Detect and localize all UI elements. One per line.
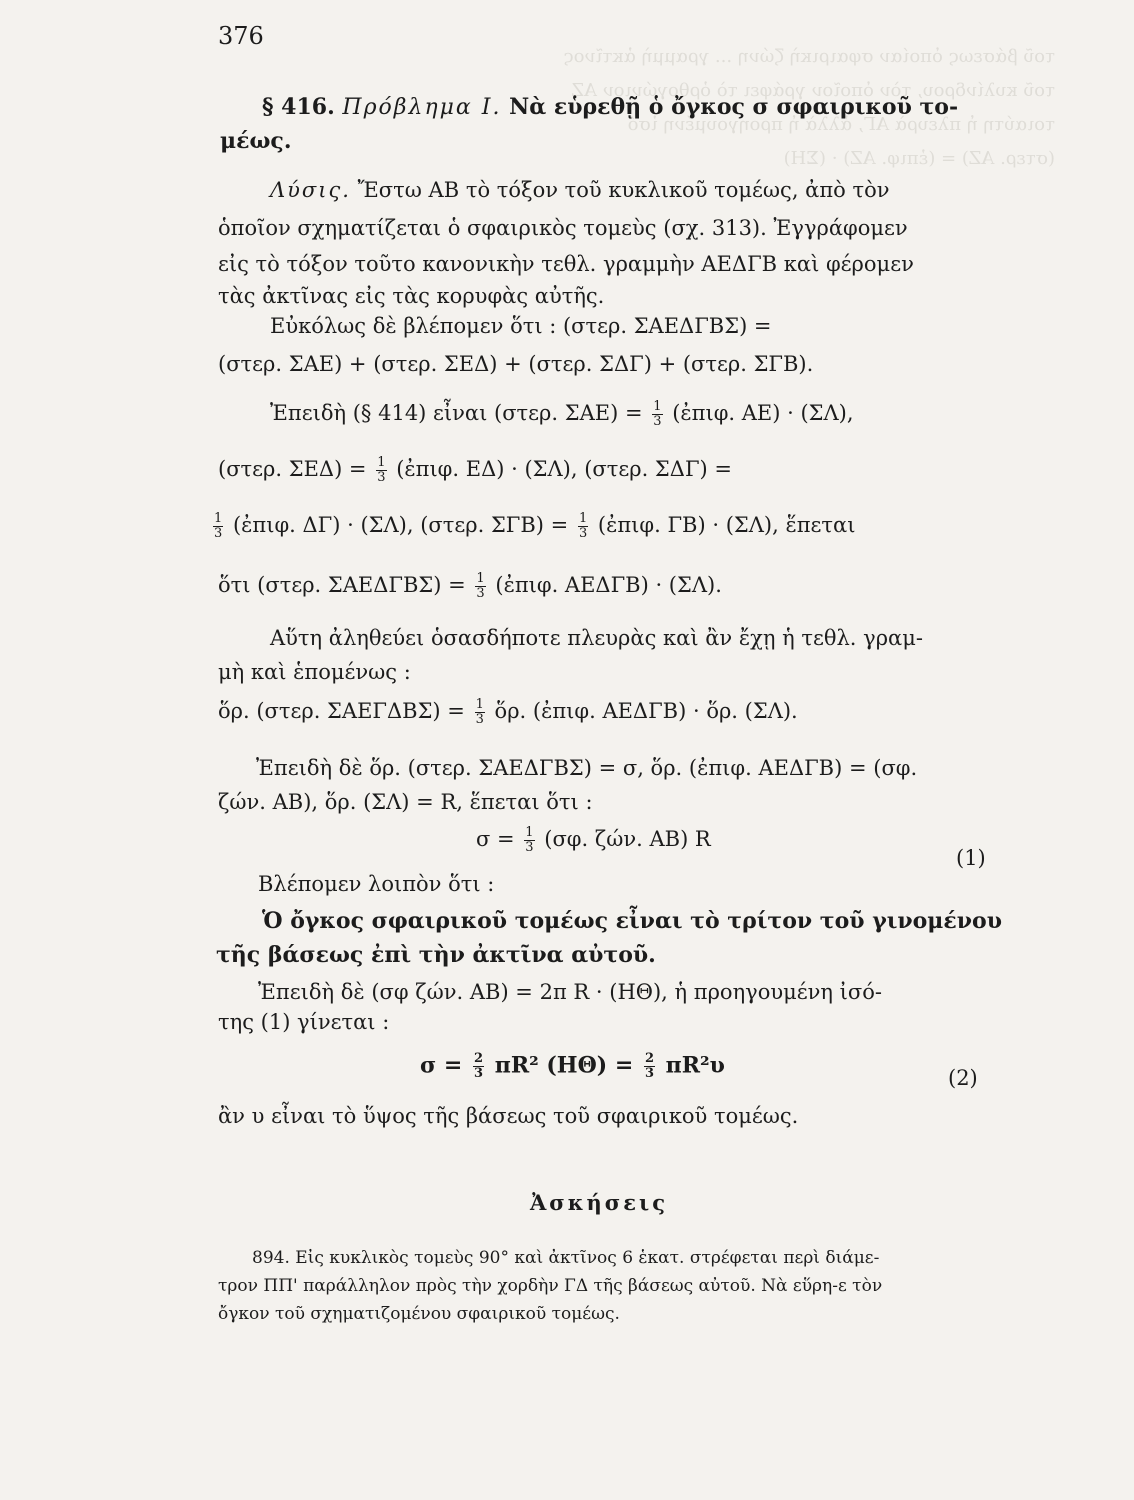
solution-text-8a: (στερ. ΣΕΔ) = bbox=[218, 457, 367, 481]
section-title-part2: μέως. bbox=[220, 128, 292, 154]
equation-1-lhs: σ = bbox=[476, 827, 515, 851]
equation-2-middle: πR² (ΗΘ) = bbox=[494, 1052, 634, 1079]
fraction-one-third: $\frac{1}{3}$ bbox=[377, 455, 386, 485]
fraction-two-thirds: $\frac{2}{3}$ bbox=[474, 1051, 484, 1081]
solution-line-7 bbox=[270, 400, 854, 429]
fraction-one-third: $\frac{1}{3}$ bbox=[578, 511, 588, 541]
solution-line-4: τὰς ἀκτῖνας εἰς τὰς κορυφὰς αὐτῆς. bbox=[218, 284, 605, 308]
solution-text-13b: ὅρ. (ἐπιφ. ΑΕΔΓΒ) · ὅρ. (ΣΛ). bbox=[494, 699, 798, 723]
solution-text-9c: (ἐπιφ. ΓΒ) · (ΣΛ), ἕπεται bbox=[597, 513, 856, 537]
fraction-one-third: $\frac{1}{3}$ bbox=[214, 511, 223, 541]
fraction-one-third: $\frac{1}{3}$ bbox=[475, 697, 484, 727]
solution-line-1 bbox=[270, 178, 890, 202]
solution-line-10 bbox=[218, 572, 722, 601]
solution-line-11: Αὕτη ἀληθεύει ὁσασδήποτε πλευρὰς καὶ ἂν ἔχῃ ἡ τεθλ. γραμ- bbox=[270, 626, 923, 650]
fraction-one-third: $\frac{1}{3}$ bbox=[653, 399, 662, 429]
solution-text-10a: ὅτι (στερ. ΣΑΕΔΓΒΣ) = bbox=[218, 573, 466, 597]
problem-label: Πρόβλημα Ι. bbox=[342, 95, 502, 120]
solution-line-15: ζών. ΑΒ), ὅρ. (ΣΛ) = R, ἕπεται ὅτι : bbox=[218, 790, 593, 814]
solution-line-12: μὴ καὶ ἑπομένως : bbox=[218, 660, 411, 684]
fraction-one-third: $\frac{1}{3}$ bbox=[525, 825, 534, 855]
solution-line-5: Εὐκόλως δὲ βλέπομεν ὅτι : (στερ. ΣΑΕΔΓΒΣ) = bbox=[270, 314, 772, 338]
equation-1-number: (1) bbox=[956, 846, 986, 870]
theorem-line-1: Ὁ ὄγκος σφαιρικοῦ τομέως εἶναι τὸ τρίτον τοῦ γινομένου bbox=[262, 908, 1002, 934]
section-title-part1: Νὰ εὑρεθῇ ὁ ὄγκος σ σφαιρικοῦ το- bbox=[509, 94, 959, 120]
bleed-through-text: τοῦ βάσεως ὁποίαν σφαιρικὴ ζώνη ... γραμμὴ ἀκτῖνος τοῦ κυλίνδρου, τὸν ὁποῖον γράφει τὸ ὀρθογώνιον ΑΖ τοιαύτη ἡ πλευρὰ ΑΓ, ἀλλὰ ἡ προηγουμένη ἰσό (στερ. ΑΖ) = (ἐπιφ. ΑΖ) · (ΣΗ) bbox=[563, 46, 1055, 169]
solution-line-2: ὁποῖον σχηματίζεται ὁ σφαιρικὸς τομεὺς (σχ. 313). Ἐγγράφομεν bbox=[218, 216, 908, 240]
solution-text-13a: ὅρ. (στερ. ΣΑΕΓΔΒΣ) = bbox=[218, 699, 465, 723]
solution-line-13 bbox=[218, 698, 798, 727]
solution-text-7b: (ἐπιφ. ΑΕ) · (ΣΛ), bbox=[672, 401, 854, 425]
solution-line-6: (στερ. ΣΑΕ) + (στερ. ΣΕΔ) + (στερ. ΣΔΓ) + (στερ. ΣΓΒ). bbox=[218, 352, 814, 376]
solution-text-8b: (ἐπιφ. ΕΔ) · (ΣΛ), (στερ. ΣΔΓ) = bbox=[396, 457, 732, 481]
equation-1 bbox=[476, 826, 711, 855]
solution-line-3: εἰς τὸ τόξον τοῦτο κανονικὴν τεθλ. γραμμὴν ΑΕΔΓΒ καὶ φέρομεν bbox=[218, 252, 914, 276]
solution-text-1: Ἔστω ΑΒ τὸ τόξον τοῦ κυκλικοῦ τομέως, ἀπὸ τὸν bbox=[357, 178, 890, 202]
exercise-894-line-2: τρον ΠΠ' παράλληλον πρὸς τὴν χορδὴν ΓΔ τῆς βάσεως αὐτοῦ. Νὰ εὕρη-ε τὸν bbox=[218, 1276, 883, 1296]
solution-line-18: της (1) γίνεται : bbox=[218, 1010, 390, 1034]
theorem-line-2: τῆς βάσεως ἐπὶ τὴν ἀκτῖνα αὐτοῦ. bbox=[216, 942, 656, 968]
solution-line-14: Ἐπειδὴ δὲ ὅρ. (στερ. ΣΑΕΔΓΒΣ) = σ, ὅρ. (ἐπιφ. ΑΕΔΓΒ) = (σφ. bbox=[256, 756, 918, 780]
equation-2-number: (2) bbox=[948, 1066, 978, 1090]
exercise-894-line-3: ὄγκον τοῦ σχηματιζομένου σφαιρικοῦ τομέως. bbox=[218, 1304, 620, 1324]
solution-line-16: Βλέπομεν λοιπὸν ὅτι : bbox=[258, 872, 495, 896]
solution-line-9 bbox=[210, 512, 855, 541]
solution-line-17: Ἐπειδὴ δὲ (σφ ζών. ΑΒ) = 2π R · (ΗΘ), ἡ προηγουμένη ἰσό- bbox=[258, 980, 882, 1004]
equation-2-lhs: σ = bbox=[420, 1052, 463, 1079]
solution-text-10b: (ἐπιφ. ΑΕΔΓΒ) · (ΣΛ). bbox=[495, 573, 722, 597]
solution-text-7a: Ἐπειδὴ (§ 414) εἶναι (στερ. ΣΑΕ) = bbox=[270, 401, 643, 425]
exercises-heading: Ἀσκήσεις bbox=[530, 1190, 668, 1215]
solution-line-8 bbox=[218, 456, 732, 485]
equation-2 bbox=[420, 1052, 725, 1081]
page-number: 376 bbox=[218, 22, 264, 50]
equation-2-rhs: πR²υ bbox=[665, 1052, 725, 1079]
fraction-one-third: $\frac{1}{3}$ bbox=[476, 571, 485, 601]
solution-line-19: ἂν υ εἶναι τὸ ὕψος τῆς βάσεως τοῦ σφαιρικοῦ τομέως. bbox=[218, 1104, 799, 1128]
solution-text-9b: (ἐπιφ. ΔΓ) · (ΣΛ), (στερ. ΣΓΒ) = bbox=[232, 513, 569, 537]
solution-label: Λύσις. bbox=[270, 178, 351, 202]
equation-1-rhs: (σφ. ζών. ΑΒ) R bbox=[544, 827, 711, 851]
exercise-894-line-1: 894. Εἰς κυκλικὸς τομεὺς 90° καὶ ἀκτῖνος 6 ἑκατ. στρέφεται περὶ διάμε- bbox=[252, 1248, 880, 1268]
section-number: § 416. bbox=[262, 94, 335, 120]
fraction-two-thirds: $\frac{2}{3}$ bbox=[644, 1051, 654, 1081]
section-heading bbox=[262, 94, 958, 120]
